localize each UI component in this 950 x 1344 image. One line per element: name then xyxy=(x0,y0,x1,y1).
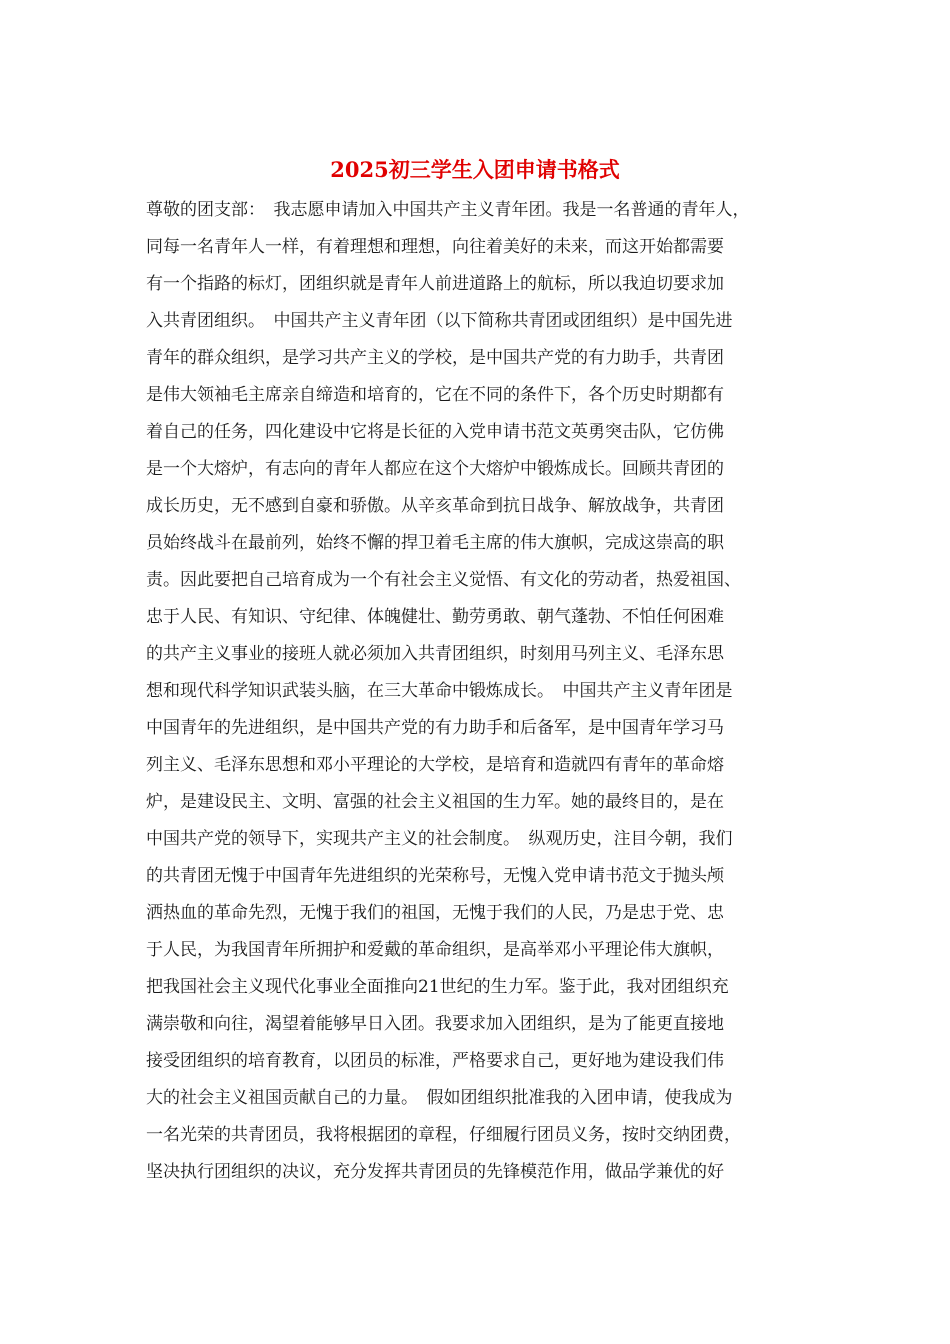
body-line: 入共青团组织。 中国共产主义青年团（以下简称共青团或团组织）是中国先进 xyxy=(146,311,733,331)
body-line: 的共产主义事业的接班人就必须加入共青团组织，时刻用马列主义、毛泽东思 xyxy=(146,644,724,664)
body-line: 把我国社会主义现代化事业全面推向21世纪的生力军。鉴于此，我对团组织充 xyxy=(146,977,729,997)
body-line: 洒热血的革命先烈，无愧于我们的祖国，无愧于我们的人民，乃是忠于党、忠 xyxy=(146,903,724,923)
body-line: 员始终战斗在最前列，始终不懈的捍卫着毛主席的伟大旗帜，完成这崇高的职 xyxy=(146,533,724,553)
body-line: 于人民，为我国青年所拥护和爱戴的革命组织，是高举邓小平理论伟大旗帜， xyxy=(146,940,724,960)
body-line: 接受团组织的培育教育，以团员的标准，严格要求自己，更好地为建设我们伟 xyxy=(146,1051,724,1071)
body-line: 责。因此要把自己培育成为一个有社会主义觉悟、有文化的劳动者，热爱祖国、 xyxy=(146,570,741,590)
body-line: 青年的群众组织，是学习共产主义的学校，是中国共产党的有力助手，共青团 xyxy=(146,348,724,368)
body-line: 坚决执行团组织的决议，充分发挥共青团员的先锋模范作用，做品学兼优的好 xyxy=(146,1162,724,1182)
body-line: 是一个大熔炉，有志向的青年人都应在这个大熔炉中锻炼成长。回顾共青团的 xyxy=(146,459,724,479)
body-line: 满崇敬和向往，渴望着能够早日入团。我要求加入团组织，是为了能更直接地 xyxy=(146,1014,724,1034)
body-line: 中国青年的先进组织，是中国共产党的有力助手和后备军，是中国青年学习马 xyxy=(146,718,724,738)
body-line: 的共青团无愧于中国青年先进组织的光荣称号，无愧入党申请书范文于抛头颅 xyxy=(146,866,724,886)
body-line: 列主义、毛泽东思想和邓小平理论的大学校，是培育和造就四有青年的革命熔 xyxy=(146,755,724,775)
body-line: 炉，是建设民主、文明、富强的社会主义祖国的生力军。她的最终目的，是在 xyxy=(146,792,724,812)
body-line: 中国共产党的领导下，实现共产主义的社会制度。 纵观历史，注目今朝，我们 xyxy=(146,829,733,849)
body-line: 是伟大领袖毛主席亲自缔造和培育的，它在不同的条件下，各个历史时期都有 xyxy=(146,385,724,405)
body-line: 忠于人民、有知识、守纪律、体魄健壮、勤劳勇敢、朝气蓬勃、不怕任何困难 xyxy=(146,607,724,627)
body-line: 有一个指路的标灯，团组织就是青年人前进道路上的航标，所以我迫切要求加 xyxy=(146,274,724,294)
body-line: 大的社会主义祖国贡献自己的力量。 假如团组织批准我的入团申请，使我成为 xyxy=(146,1088,733,1108)
body-line: 一名光荣的共青团员，我将根据团的章程，仔细履行团员义务，按时交纳团费， xyxy=(146,1125,741,1145)
body-line: 想和现代科学知识武装头脑，在三大革命中锻炼成长。 中国共产主义青年团是 xyxy=(146,681,733,701)
document-title: 2025初三学生入团申请书格式 xyxy=(330,157,620,182)
body-line: 尊敬的团支部： 我志愿申请加入中国共产主义青年团。我是一名普通的青年人， xyxy=(146,200,750,220)
document-body xyxy=(146,192,816,1191)
body-line: 同每一名青年人一样，有着理想和理想，向往着美好的未来，而这开始都需要 xyxy=(146,237,724,257)
body-line: 成长历史，无不感到自豪和骄傲。从辛亥革命到抗日战争、解放战争，共青团 xyxy=(146,496,724,516)
body-line: 着自己的任务，四化建设中它将是长征的入党申请书范文英勇突击队，它仿佛 xyxy=(146,422,724,442)
